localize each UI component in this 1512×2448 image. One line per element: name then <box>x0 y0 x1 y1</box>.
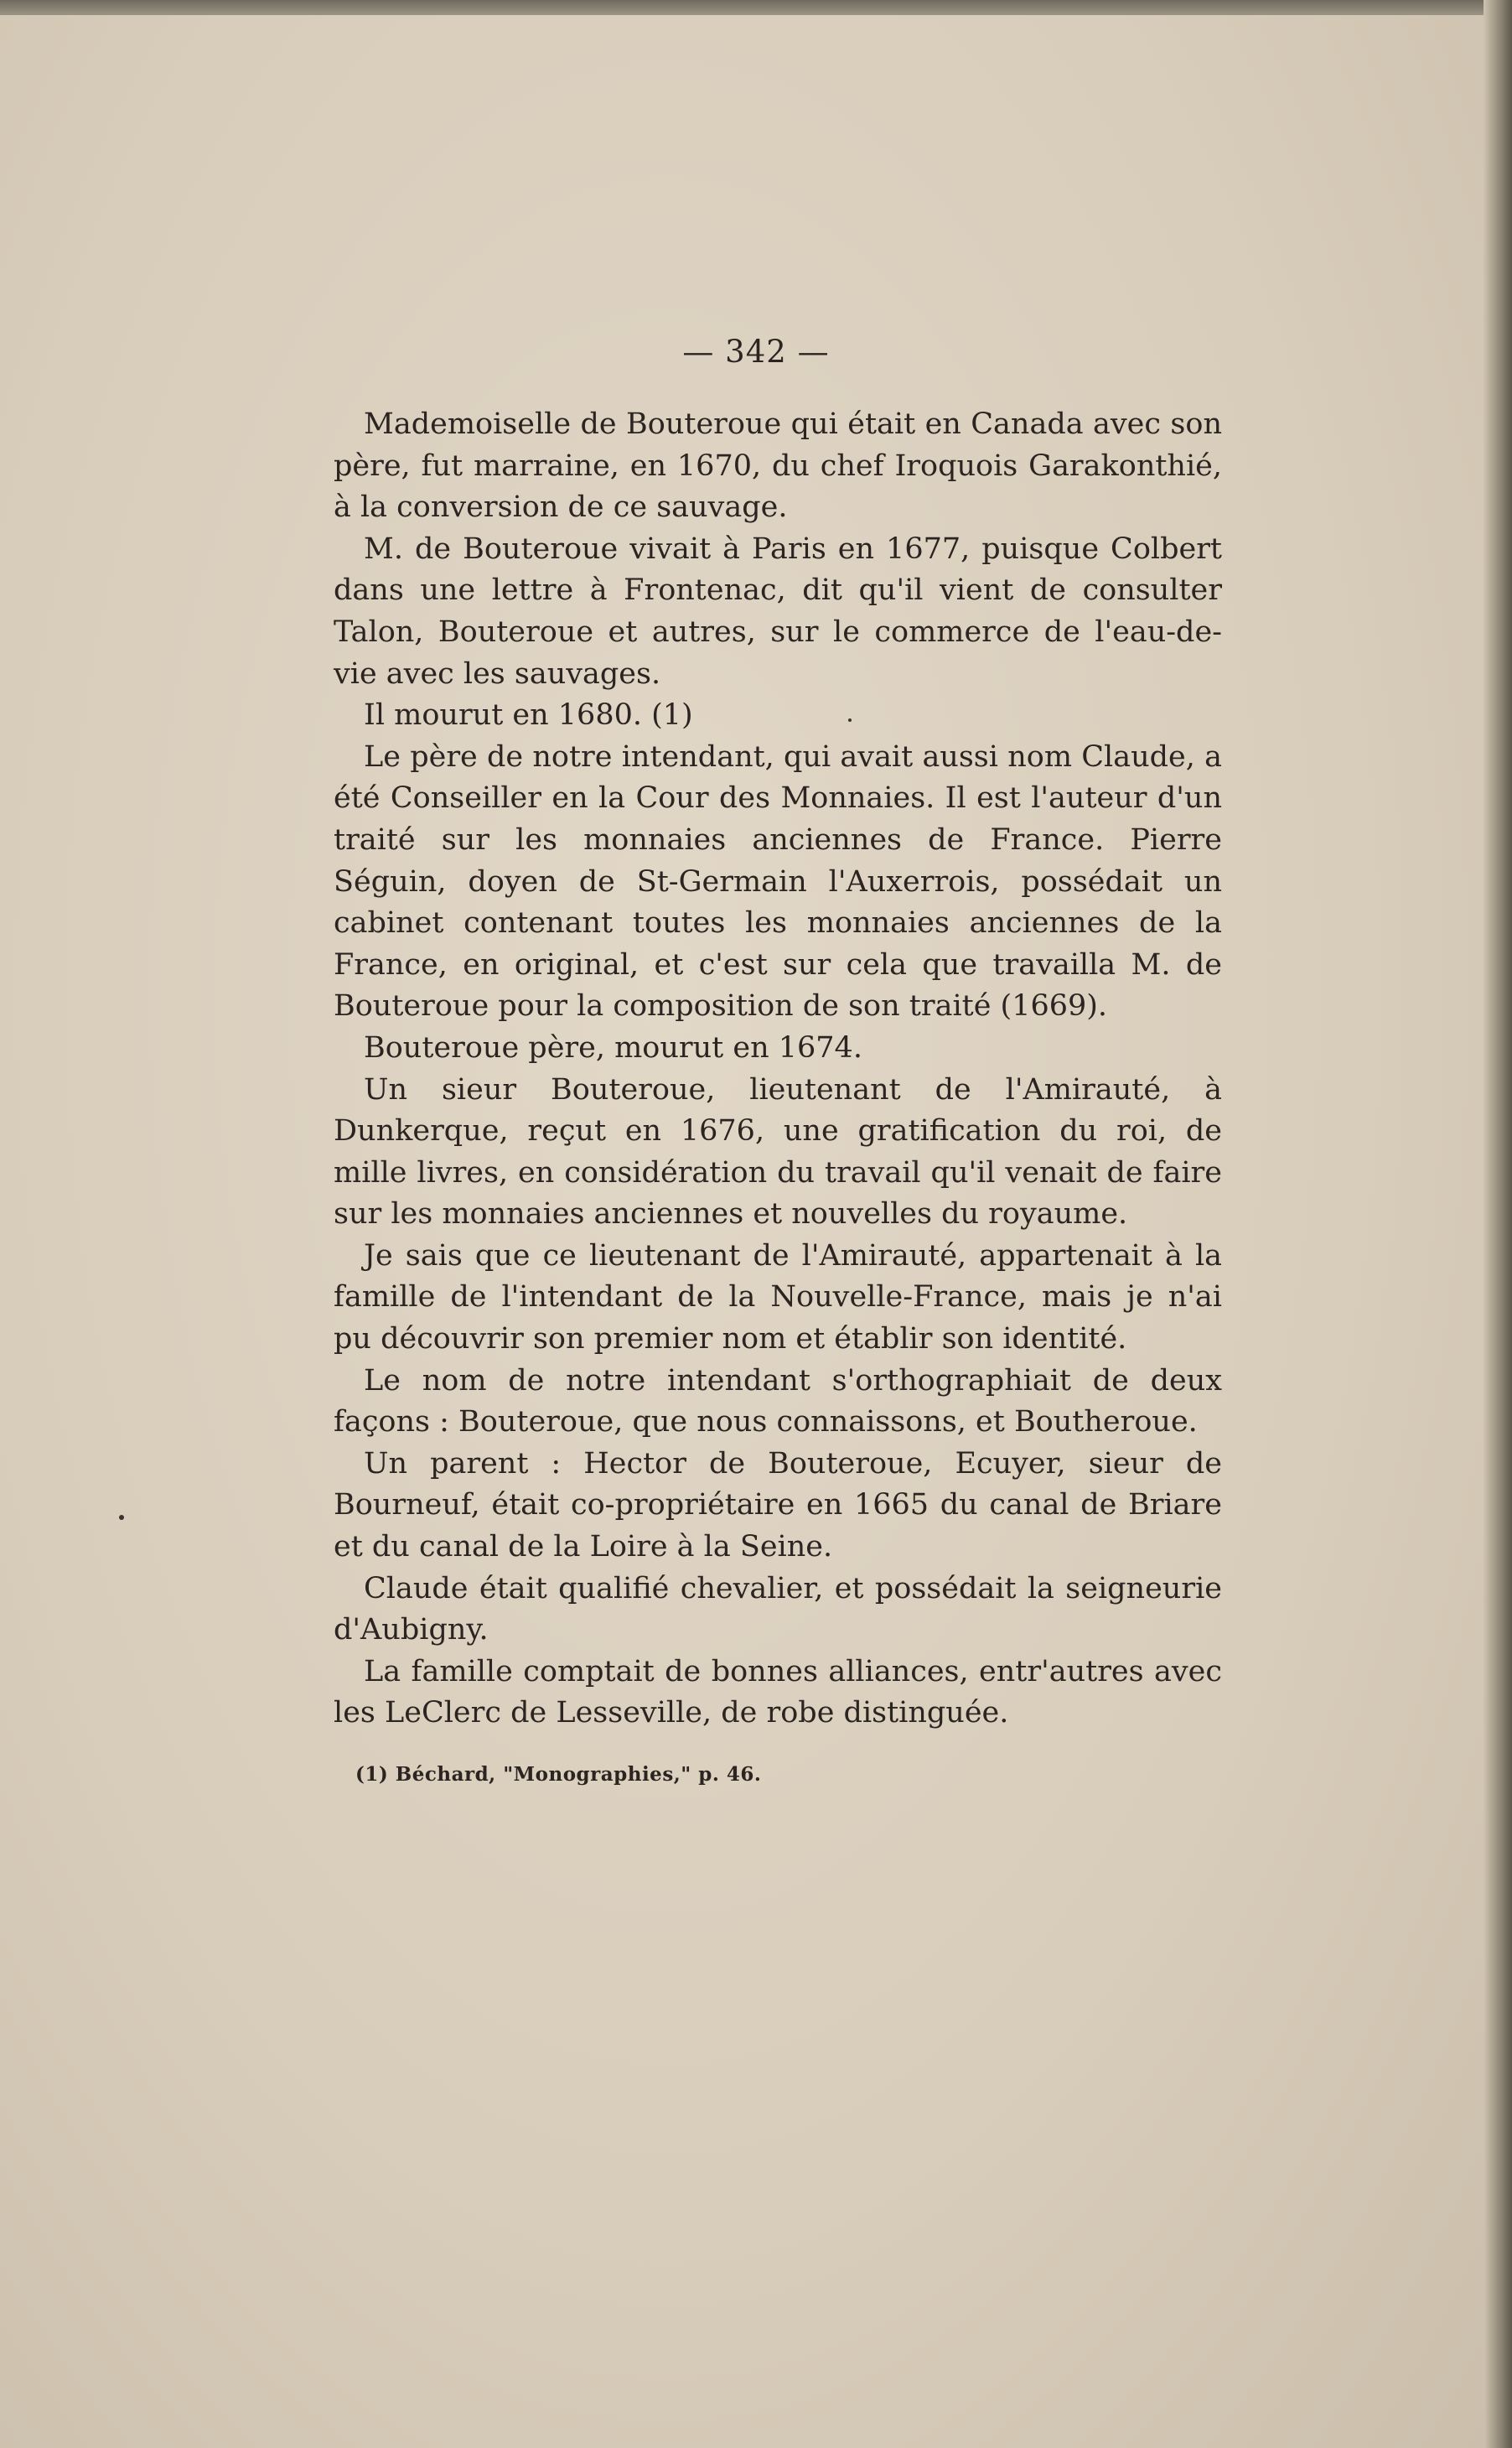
paragraph-claude-aubigny: Claude était qualifié chevalier, et possédait la seigneurie d'Aubigny. <box>334 1571 1222 1647</box>
paragraph-father-death: Bouteroue père, mourut en 1674. <box>364 1030 862 1065</box>
scan-top-edge <box>0 0 1512 15</box>
footnote: (1) Béchard, "Monographies," p. 46. <box>355 1763 762 1786</box>
body-text <box>334 404 1222 1735</box>
paragraph-lieutenant-family: Je sais que ce lieutenant de l'Amirauté, appartenait à la famille de l'intendant de la Nouvelle-France, mais je n'ai pu découvrir son premier nom et établir son identité. <box>334 1238 1222 1356</box>
paragraph-paris-1677: M. de Bouteroue vivait à Paris en 1677, puisque Colbert dans une lettre à Frontenac, dit qu'il vient de consulter Talon, Bouteroue et autres, sur le commerce de l'eau-de-vie avec les sauvages. <box>334 532 1222 691</box>
paragraph-hector-parent: Un parent : Hector de Bouteroue, Ecuyer, sieur de Bourneuf, était co-propriétaire en 1665 du canal de Briare et du canal de la Loire à la Seine. <box>334 1446 1222 1564</box>
paragraph-spelling: Le nom de notre intendant s'orthographiait de deux façons : Bouteroue, que nous connaissons, et Boutheroue. <box>334 1363 1222 1439</box>
ink-speck <box>119 1515 124 1520</box>
ink-speck <box>848 718 852 722</box>
page-number: — 342 — <box>682 334 830 370</box>
paragraph-father-conseiller: Le père de notre intendant, qui avait aussi nom Claude, a été Conseiller en la Cour des Monnaies. Il est l'auteur d'un traité sur les monnaies anciennes de France. Pierre Séguin, doyen de St-Germain l'Auxerrois, possédait un cabinet contenant toutes les monnaies anciennes de la France, en original, et c'est sur cela que travailla M. de Bouteroue pour la composition de son traité (1669). <box>334 739 1222 1024</box>
paragraph-death-1680: Il mourut en 1680. (1) <box>364 698 693 733</box>
paragraph-alliances: La famille comptait de bonnes alliances, entr'autres avec les LeClerc de Lesseville, de robe distinguée. <box>334 1654 1222 1730</box>
paragraph-marraine: Mademoiselle de Bouteroue qui était en Canada avec son père, fut marraine, en 1670, du chef Iroquois Garakonthié, à la conversion de ce sauvage. <box>334 407 1222 525</box>
paragraph-sieur-dunkerque: Un sieur Bouteroue, lieutenant de l'Amirauté, à Dunkerque, reçut en 1676, une gratification du roi, de mille livres, en considération du travail qu'il venait de faire sur les monnaies anciennes et nouvelles du royaume. <box>334 1072 1222 1232</box>
